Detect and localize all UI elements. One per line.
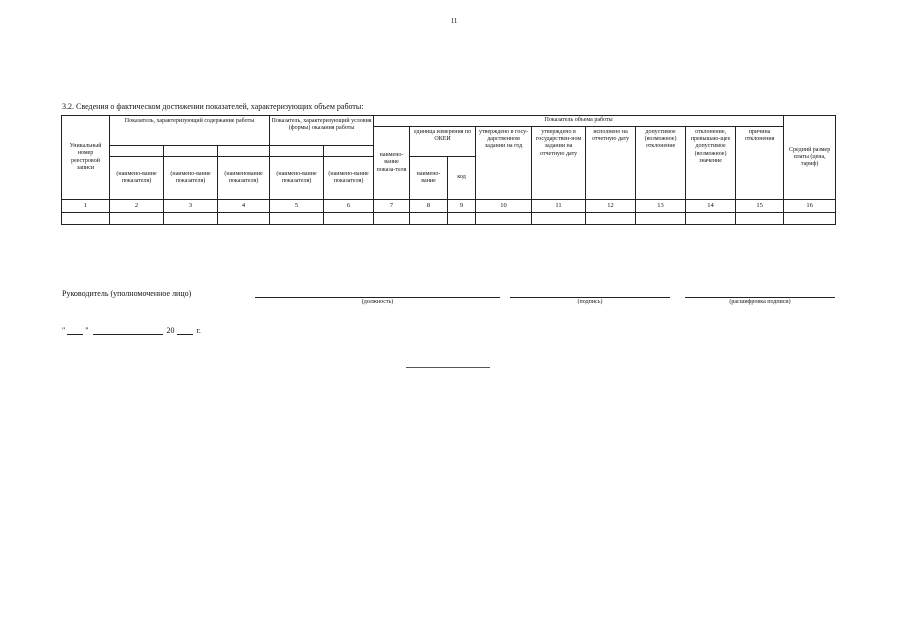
header-spacer [218, 146, 270, 157]
header-row-1 [62, 116, 836, 127]
month-blank[interactable] [93, 326, 163, 335]
decoding-caption: (расшифровка подписи) [729, 299, 791, 305]
column-number: 10 [476, 200, 532, 213]
column-number: 13 [636, 200, 686, 213]
footnote-separator [406, 367, 490, 368]
data-cell[interactable] [784, 213, 836, 225]
position-line[interactable] [255, 297, 500, 298]
year-suffix: г. [196, 326, 201, 335]
column-number: 8 [410, 200, 448, 213]
header-conditions-indicator: Показатель, характеризующий условия (формы) оказания работы [270, 116, 374, 146]
header-spacer [324, 146, 374, 157]
column-number: 12 [586, 200, 636, 213]
header-volume-indicator: Показатель объема работы [374, 116, 784, 127]
subheader-indicator-name: (наимено-вание показателя) [270, 157, 324, 200]
data-cell[interactable] [374, 213, 410, 225]
page-number: 11 [450, 17, 458, 25]
column-number: 3 [164, 200, 218, 213]
date-row [62, 326, 201, 335]
header-content-indicator: Показатель, характеризующий содержание работы [110, 116, 270, 146]
year-prefix: 20 [166, 326, 175, 335]
work-volume-table [61, 115, 836, 225]
header-unit: единица измерения по ОКЕИ [410, 127, 476, 157]
column-number: 7 [374, 200, 410, 213]
column-number-row [62, 200, 836, 213]
data-cell[interactable] [636, 213, 686, 225]
column-number: 4 [218, 200, 270, 213]
subheader-indicator-name: (наимено-вание показателя) [110, 157, 164, 200]
section-title: 3.2. Сведения о фактическом достижении показателей, характеризующих объем работы: [62, 102, 364, 111]
data-cell[interactable] [736, 213, 784, 225]
day-blank[interactable] [67, 326, 83, 335]
date-open-quote: " [62, 326, 66, 335]
column-number: 16 [784, 200, 836, 213]
data-cell[interactable] [448, 213, 476, 225]
subheader-indicator-name: (наименование показателя) [218, 157, 270, 200]
header-deviation-reason: причина отклонения [736, 127, 784, 200]
column-number: 6 [324, 200, 374, 213]
data-cell[interactable] [586, 213, 636, 225]
data-cell[interactable] [270, 213, 324, 225]
data-cell[interactable] [324, 213, 374, 225]
header-allowed-deviation: допустимое (возможное) отклонение [636, 127, 686, 200]
column-number: 1 [62, 200, 110, 213]
header-deviation-exceeding: отклонение, превышаю-щее допустимое (возможное) значение [686, 127, 736, 200]
column-number: 2 [110, 200, 164, 213]
header-spacer [110, 146, 164, 157]
data-row-empty [62, 213, 836, 225]
header-approved-year: утверждено в госу-дарственном задании на год [476, 127, 532, 200]
data-cell[interactable] [164, 213, 218, 225]
signature-line[interactable] [510, 297, 670, 298]
column-number: 9 [448, 200, 476, 213]
header-unique-number: Уникальный номер реестровой записи [62, 116, 110, 200]
column-number: 5 [270, 200, 324, 213]
header-avg-fee: Средний размер платы (цена, тариф) [784, 116, 836, 200]
column-number: 14 [686, 200, 736, 213]
column-number: 15 [736, 200, 784, 213]
data-cell[interactable] [62, 213, 110, 225]
data-cell[interactable] [476, 213, 532, 225]
date-close-quote: " [85, 326, 89, 335]
header-approved-report-date: утверждено в государствен-ном задании на отчетную дату [532, 127, 586, 200]
header-spacer [270, 146, 324, 157]
subheader-indicator-name: (наимено-вание показателя) [324, 157, 374, 200]
year-blank[interactable] [177, 326, 193, 335]
data-cell[interactable] [218, 213, 270, 225]
data-cell[interactable] [532, 213, 586, 225]
header-executed-report-date: исполнено на отчетную дату [586, 127, 636, 200]
subheader-unit-code: код [448, 157, 476, 200]
signature-caption: (подпись) [577, 299, 603, 305]
data-cell[interactable] [110, 213, 164, 225]
header-indicator-name: наимено-вание показа-теля [374, 127, 410, 200]
subheader-indicator-name: (наимено-вание показателя) [164, 157, 218, 200]
data-cell[interactable] [686, 213, 736, 225]
subheader-unit-name: наимено-вание [410, 157, 448, 200]
position-caption: (должность) [361, 299, 394, 305]
decoding-line[interactable] [685, 297, 835, 298]
signatory-label: Руководитель (уполномоченное лицо) [62, 289, 192, 298]
data-cell[interactable] [410, 213, 448, 225]
header-spacer [164, 146, 218, 157]
column-number: 11 [532, 200, 586, 213]
